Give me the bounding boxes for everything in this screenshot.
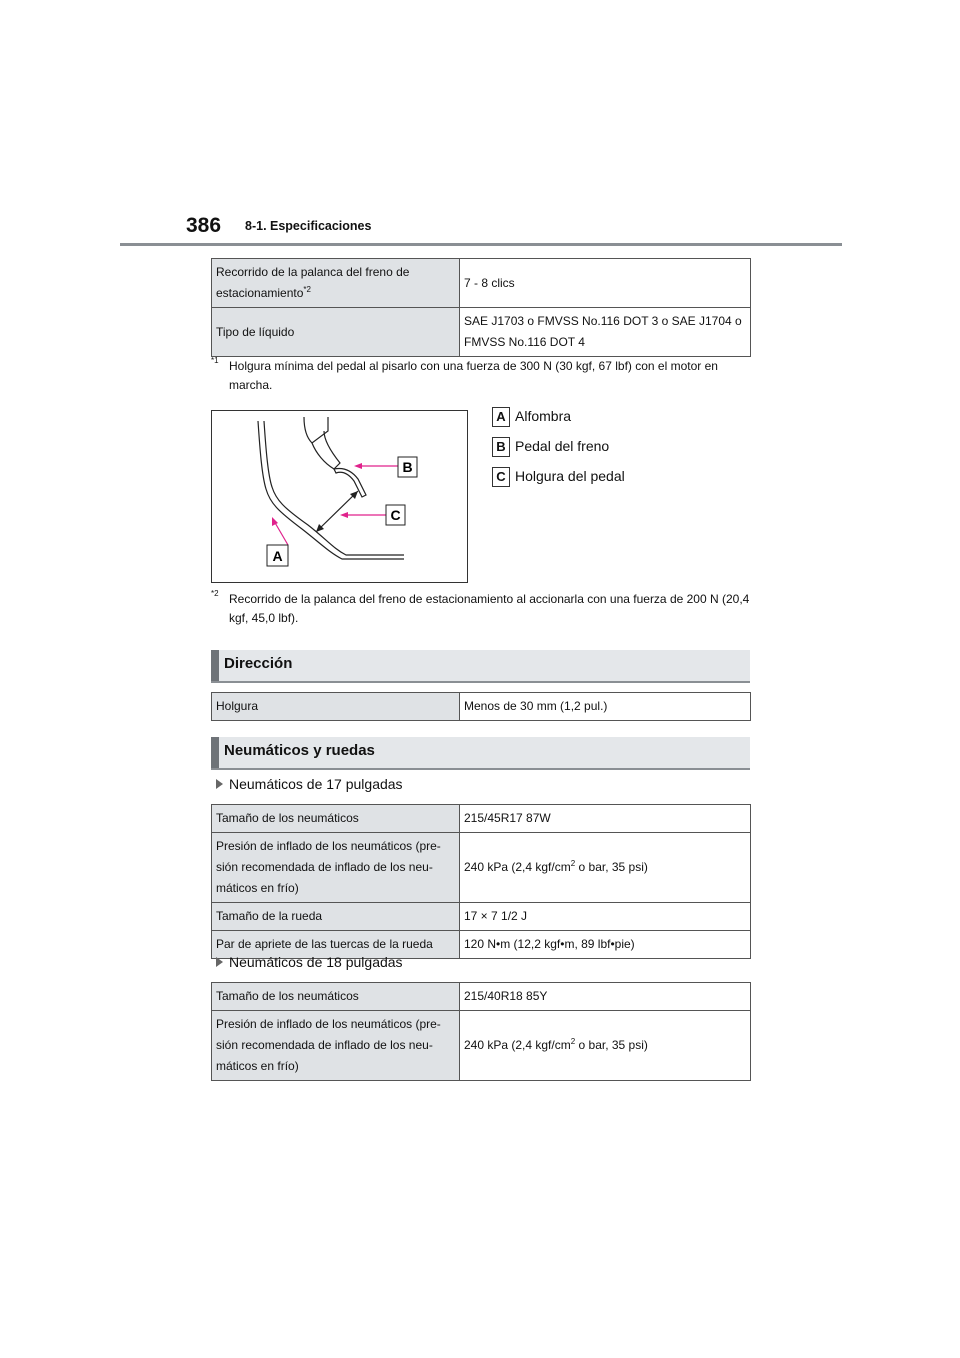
spec-key: Tipo de líquido [212, 308, 460, 357]
subsection-18-inch [216, 954, 403, 970]
spec-key: Par de apriete de las tuercas de la rueda [212, 931, 460, 959]
pedal-arm [312, 431, 340, 469]
spec-key: Holgura [212, 693, 460, 721]
arrowhead [272, 517, 278, 526]
spec-value: 7 - 8 clics [460, 259, 751, 308]
spec-value: 17 × 7 1/2 J [460, 903, 751, 931]
table-row [212, 693, 751, 721]
spec-key: Tamaño de los neumáticos [212, 805, 460, 833]
section-heading-tires [211, 737, 750, 770]
table-row [212, 805, 751, 833]
footnote-text: Holgura mínima del pedal al pisarlo con una fuerza de 300 N (30 kgf, 67 lbf) con el motor en marcha. [229, 359, 718, 392]
carpet-line [264, 421, 404, 555]
arrowhead [354, 463, 362, 469]
page-number: 386 [186, 214, 222, 237]
spec-value: Menos de 30 mm (1,2 pul.) [460, 693, 751, 721]
triangle-bullet-icon [216, 957, 223, 967]
figure-label-c: C [390, 507, 401, 523]
spec-value [460, 1011, 751, 1081]
table-row [212, 983, 751, 1011]
table-row [212, 833, 751, 903]
pedal-pad [334, 468, 366, 497]
heading-accent [211, 650, 219, 681]
value-text: 240 kPa (2,4 kgf/cm [464, 1038, 571, 1052]
arrowhead [340, 512, 348, 518]
section-heading-text: Dirección [224, 655, 293, 672]
tires-18-table [211, 982, 751, 1081]
brake-pedal-figure [211, 410, 468, 583]
legend-label: Alfombra [515, 408, 572, 424]
spec-key-text: Recorrido de la palanca del freno de estacionamiento [216, 265, 410, 300]
value-text: o bar, 35 psi) [575, 860, 648, 874]
brake-pedal-diagram [212, 411, 467, 582]
figure-label-b: B [402, 459, 413, 475]
legend-label: Holgura del pedal [515, 468, 625, 484]
section-heading-steering [211, 650, 750, 683]
gap-line [316, 491, 358, 532]
value-text: o bar, 35 psi) [575, 1038, 648, 1052]
spec-value [460, 833, 751, 903]
footnote-1: *1 Holgura mínima del pedal al pisarlo con una fuerza de 300 N (30 kgf, 67 lbf) con el motor en marcha. [211, 357, 751, 395]
spec-value: 215/40R18 85Y [460, 983, 751, 1011]
legend-key: A [492, 407, 510, 427]
superscript: 2 [570, 1037, 576, 1046]
pedal-arm [304, 417, 328, 443]
legend-label: Pedal del freno [515, 438, 610, 454]
tires-17-table [211, 804, 751, 959]
subsection-label: Neumáticos de 18 pulgadas [229, 954, 403, 970]
heading-accent [211, 737, 219, 768]
spec-key: Tamaño de la rueda [212, 903, 460, 931]
spec-value: 215/45R17 87W [460, 805, 751, 833]
superscript: 2 [570, 859, 576, 868]
subsection-17-inch [216, 776, 403, 792]
header-divider [120, 243, 842, 246]
subsection-label: Neumáticos de 17 pulgadas [229, 776, 403, 792]
section-title: 8-1. Especificaciones [245, 219, 372, 233]
spec-key [212, 259, 460, 308]
spec-value: SAE J1703 o FMVSS No.116 DOT 3 o SAE J1704 o FMVSS No.116 DOT 4 [460, 308, 751, 357]
pointer-arrow-a [274, 521, 288, 545]
carpet-line [258, 421, 404, 559]
footnote-mark: *2 [303, 285, 311, 294]
steering-spec-table [211, 692, 751, 721]
triangle-bullet-icon [216, 779, 223, 789]
footnote-2: *2 Recorrido de la palanca del freno de estacionamiento al accionarla con una fuerza de 200 N (20,4 kgf, 45,0 lbf). [211, 590, 751, 628]
spec-key: Tamaño de los neumáticos [212, 983, 460, 1011]
legend-key: B [492, 437, 510, 457]
figure-label-a: A [272, 548, 283, 564]
table-row [212, 1011, 751, 1081]
brake-spec-table [211, 258, 751, 357]
legend-key: C [492, 467, 510, 487]
table-row [212, 308, 751, 357]
legend-item [492, 436, 609, 456]
section-heading-text: Neumáticos y ruedas [224, 742, 375, 759]
spec-value: 120 N•m (12,2 kgf•m, 89 lbf•pie) [460, 931, 751, 959]
legend-item [492, 406, 571, 426]
table-row [212, 903, 751, 931]
spec-key: Presión de inflado de los neumáticos (pre-sión recomendada de inflado de los neu-máticos en frío) [212, 1011, 460, 1081]
spec-key: Presión de inflado de los neumáticos (pre-sión recomendada de inflado de los neu-máticos en frío) [212, 833, 460, 903]
legend-item [492, 466, 625, 486]
table-row [212, 259, 751, 308]
footnote-text: Recorrido de la palanca del freno de estacionamiento al accionarla con una fuerza de 200 N (20,4 kgf, 45,0 lbf). [229, 592, 750, 625]
value-text: 240 kPa (2,4 kgf/cm [464, 860, 571, 874]
